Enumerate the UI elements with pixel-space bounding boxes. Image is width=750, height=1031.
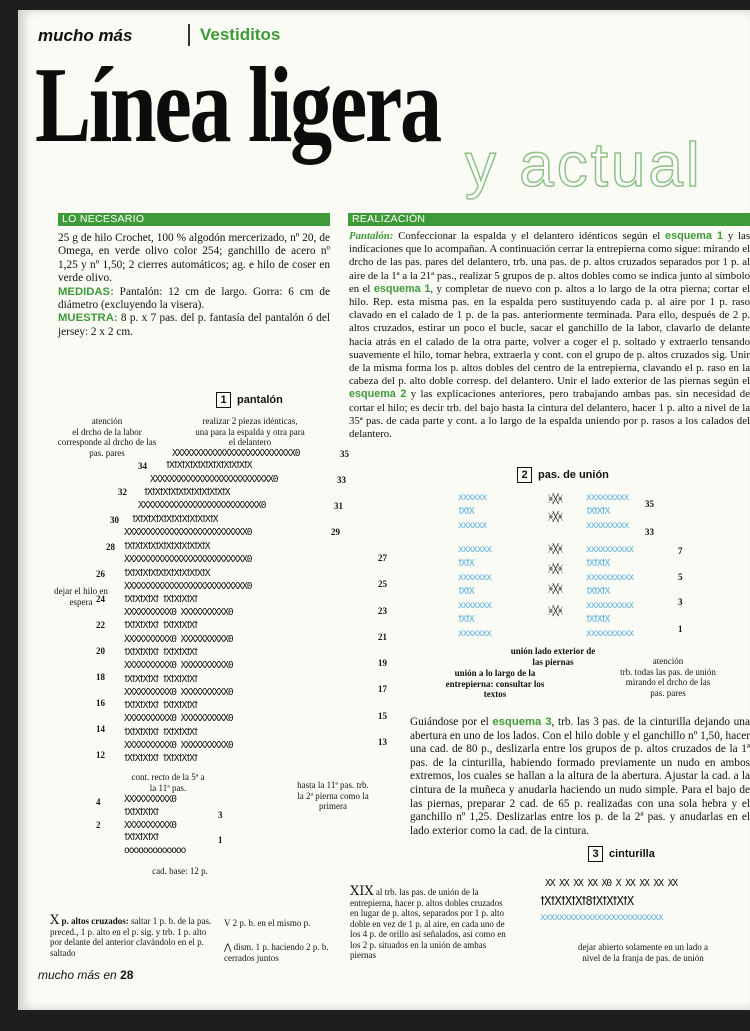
pantalon-label: Pantalón: bbox=[349, 230, 394, 242]
diagram2-stitch-row: xxxxxxx bbox=[458, 544, 492, 555]
realizacion-text-d: y las explicaciones anteriores, pero trabajando ambas pas. sin necesidad de cortar el hilo; es decir trb. del bajo hasta la cintura del delantero, hacer 1 p. alto a nivel de la 35ª pas. de cada parte y cont. a lo largo de la espalda uniendo por p. rasos a los calados del delantero. bbox=[349, 388, 750, 441]
diagram1-row-label-32: 32 bbox=[118, 487, 127, 497]
lo-necesario-text bbox=[58, 232, 330, 339]
diagram2-union-stitch: ᚸ╳ᚸ bbox=[548, 584, 563, 595]
diagram1-stitch-row: XXXXXXXXXX0 XXXXXXXXXX0 bbox=[124, 634, 233, 645]
diagram1-stitch-row: ꝉXꝉXꝉXꝉXꝉ ꝉXꝉXꝉXꝉXꝉ bbox=[124, 620, 198, 631]
cruzados-symbol-icon: Ⅹ bbox=[50, 912, 60, 927]
dism-symbol-icon: ⋀ bbox=[224, 942, 232, 952]
diagram1-stitch-row: XXXXXXXXXXXXXXXXXXXXXXXXXX0 bbox=[124, 527, 252, 538]
diagram1-row-label-26: 26 bbox=[96, 569, 105, 579]
diagram1-number: 1 bbox=[216, 392, 231, 408]
diagram1-stitch-row: XXXXXXXXXXXXXXXXXXXXXXXXXX0 bbox=[150, 474, 278, 485]
diagram1-row-label-24: 24 bbox=[96, 594, 105, 604]
legend-union-text: al trb. las pas. de unión de la entrepierna, hacer p. altos dobles cruzados en lugar de p. altos, separados por 1 p. alto doble en vez de 1 p. al aire, en cada uno de los 4 p. de orillo así señalados, así como en los 2 p. situados en la unión de ambas piernas bbox=[350, 887, 506, 960]
diagram1-stitch-row: ꝉXꝉXꝉXꝉXꝉ ꝉXꝉXꝉXꝉXꝉ bbox=[124, 700, 198, 711]
diagram2-stitch-row: xxxxxx bbox=[458, 520, 487, 531]
diagram2-note-entre bbox=[440, 668, 550, 700]
diagram2-row-label-35: 35 bbox=[645, 499, 654, 509]
legend-dism-text: dism. 1 p. haciendo 2 p. b. cerrados juntos bbox=[224, 942, 329, 963]
esquema1-ref-2: esquema 1 bbox=[373, 282, 431, 295]
diagram1-name: pantalón bbox=[237, 394, 283, 406]
legend-cruzados-text: saltar 1 p. b. de la pas. preced., 1 p. alto en el p. sig. y trb. 1 p. alto por delante del anterior clavándolo en el p. saltado bbox=[50, 916, 212, 958]
diagram2-row-label-33: 33 bbox=[645, 527, 654, 537]
realizacion-text-b: y las indicaciones que lo acompañan. A continuación cerrar la entrepierna como sigue: mirando el drcho de las pas. pares del delantero, trb. una pas. de p. altos cruzados separados por 1 p. al aire de la 1ª a la 21ª pas., realizar 5 grupos de p. altos dobles como se indica junto al símbolo en el bbox=[349, 230, 750, 295]
diagram1-stitch-row: ꝉXꝉXꝉXꝉXꝉ ꝉXꝉXꝉXꝉXꝉ bbox=[124, 753, 198, 764]
esquema1-ref: esquema 1 bbox=[665, 230, 724, 242]
magazine-name: mucho más bbox=[38, 26, 133, 45]
diagram1-stitch-row: XXXXXXXXXX0 XXXXXXXXXX0 bbox=[124, 660, 233, 671]
diagram2-stitch-row: xxxxxxxxxx bbox=[586, 628, 634, 639]
diagram1-row-label-13: 13 bbox=[378, 737, 387, 747]
section-name: Vestiditos bbox=[188, 24, 280, 46]
diagram2-stitch-row: ꝉXꝉX bbox=[458, 614, 474, 625]
diagram1-title bbox=[216, 392, 283, 408]
diagram1-row-label-33: 33 bbox=[337, 475, 346, 485]
diagram2-stitch-row: xxxxxxxxx bbox=[586, 520, 629, 531]
esquema3-ref: esquema 3 bbox=[492, 716, 552, 728]
diagram1-row-label-30: 30 bbox=[110, 515, 119, 525]
diagram2-stitch-row: xxxxxxx bbox=[458, 572, 492, 583]
diagram1-stitch-row: XXXXXXXXXXXXXXXXXXXXXXXXXX0 bbox=[172, 448, 300, 459]
diagram2-number: 2 bbox=[517, 467, 532, 483]
diagram1-row-label-31: 31 bbox=[334, 501, 343, 511]
page-footer bbox=[38, 968, 133, 982]
diagram3-title bbox=[588, 846, 655, 862]
diagram2-stitch-row: xxxxxxxxxx bbox=[586, 572, 634, 583]
diagram1-row-label-23: 23 bbox=[378, 606, 387, 616]
diagram1-stitch-row: ꝉXꝉXꝉXꝉXꝉ ꝉXꝉXꝉXꝉXꝉ bbox=[124, 647, 198, 658]
diagram1-note-cont: cont. recto de la 5ª a la 11ª pas. bbox=[131, 772, 205, 793]
diagram2-note-atencion: atención trb. todas las pas. de unión mirando el drcho de las pas. pares bbox=[620, 656, 716, 698]
diagram1-row-label-1: 1 bbox=[218, 835, 223, 845]
diagram1-stitch-row: ꝉXꝉXꝉXꝉXꝉXꝉXꝉXꝉXꝉXꝉXꝉX bbox=[124, 541, 210, 552]
diagram2-stitch-row: xxxxxxxxx bbox=[586, 492, 629, 503]
diagram1-stitch-row: ꝉXꝉXꝉXꝉXꝉ bbox=[124, 807, 159, 818]
diagram2-stitch-row: ꝉXꝉXꝉX bbox=[586, 586, 610, 597]
diagram2-stitch-row: ꝉXꝉXꝉX bbox=[586, 558, 610, 569]
diagram1-stitch-row: XXXXXXXXXX0 XXXXXXXXXX0 bbox=[124, 687, 233, 698]
diagram1-note-base: cad. base: 12 p. bbox=[152, 866, 208, 876]
diagram1-stitch-row: XXXXXXXXXXXXXXXXXXXXXXXXXX0 bbox=[138, 500, 266, 511]
diagram1-row-label-34: 34 bbox=[138, 461, 147, 471]
diagram1-row-label-17: 17 bbox=[378, 684, 387, 694]
diagram2-union-stitch: ᚸ╳ᚸ bbox=[548, 564, 563, 575]
diagram2-stitch-row: xxxxxxx bbox=[458, 600, 492, 611]
muestra-label: MUESTRA: bbox=[58, 312, 118, 325]
realizacion-text bbox=[349, 230, 750, 441]
union-symbol-icon: ⅩⅠⅩ bbox=[350, 883, 374, 898]
diagram1-row-label-14: 14 bbox=[96, 724, 105, 734]
diagram1-stitch-row: XXXXXXXXXX0 XXXXXXXXXX0 bbox=[124, 713, 233, 724]
diagram1-row-label-22: 22 bbox=[96, 620, 105, 630]
diagram1-row-label-27: 27 bbox=[378, 553, 387, 563]
diagram1-row-label-16: 16 bbox=[96, 698, 105, 708]
diagram1-row-label-29: 29 bbox=[331, 527, 340, 537]
diagram2-name: pas. de unión bbox=[538, 469, 609, 481]
diagram1-stitch-row: ꝉXꝉXꝉXꝉXꝉ ꝉXꝉXꝉXꝉXꝉ bbox=[124, 594, 198, 605]
legend-union bbox=[350, 883, 510, 961]
diagram2-stitch-row: ꝉXꝉXꝉX bbox=[586, 506, 610, 517]
diagram1-row-label-28: 28 bbox=[106, 542, 115, 552]
diagram2-row-label-5: 5 bbox=[678, 572, 683, 582]
diagram1-row-label-18: 18 bbox=[96, 672, 105, 682]
muestra-text: 8 p. x 7 pas. del p. fantasía del pantalón ó del jersey: 2 x 2 cm. bbox=[58, 312, 330, 338]
diagram2-stitch-row: ꝉXꝉX bbox=[458, 558, 474, 569]
diagram1-stitch-row: ꝉXꝉXꝉXꝉXꝉ ꝉXꝉXꝉXꝉXꝉ bbox=[124, 727, 198, 738]
diagram2-row-label-1: 1 bbox=[678, 624, 683, 634]
diagram1-stitch-row: XXXXXXXXXX0 bbox=[124, 820, 176, 831]
page-header bbox=[38, 25, 281, 46]
diagram3-row-1: xxxxxxxxxxxxxxxxxxxxxxxxxx bbox=[540, 912, 663, 923]
diagram2-stitch-row: ꝉXꝉX bbox=[458, 506, 474, 517]
diagram1-stitch-row: ꝉXꝉXꝉXꝉXꝉXꝉXꝉXꝉXꝉXꝉXꝉX bbox=[132, 514, 218, 525]
diagram2-union-stitch: ᚸ╳ᚸ bbox=[548, 512, 563, 523]
diagram3-row-3: XX XX XX XX X0 X XX XX XX XX bbox=[545, 878, 678, 889]
page-title: Línea ligera bbox=[35, 46, 440, 165]
materials-text: 25 g de hilo Crochet, 100 % algodón mercerizado, nº 20, de Omega, en verde olivo color 254; ganchillo de acero nº 1,25 y nº 1,50; 2 cierres automáticos; ag. e hilo de coser en verde olivo. bbox=[58, 232, 330, 285]
diagram2-title bbox=[517, 467, 609, 483]
diagram1-row-label-25: 25 bbox=[378, 579, 387, 589]
diagram1-row-label-2: 2 bbox=[96, 820, 101, 830]
diagram2-stitch-row: xxxxxx bbox=[458, 492, 487, 503]
diagram2-row-label-3: 3 bbox=[678, 597, 683, 607]
diagram2-stitch-row: xxxxxxxxxx bbox=[586, 544, 634, 555]
diagram1-note-hilo: dejar el hilo en espera bbox=[54, 586, 108, 607]
diagram1-row-label-15: 15 bbox=[378, 711, 387, 721]
diagram1-stitch-row: ooooooooooooo bbox=[124, 845, 186, 856]
diagram1-row-label-3: 3 bbox=[218, 810, 223, 820]
diagram3-number: 3 bbox=[588, 846, 603, 862]
legend-dism bbox=[224, 942, 334, 963]
diagram2-note-union: unión lado exterior de las piernas bbox=[510, 646, 596, 667]
legend-2pb-text: 2 p. b. en el mismo p. bbox=[232, 918, 311, 928]
diagram3-name: cinturilla bbox=[609, 848, 655, 860]
cinturilla-text-b: , trb. las 3 pas. de la cinturilla dejando una abertura en uno de los lados. Con el hilo doble y el ganchillo nº 1,50, hacer una cad. de 80 p., deslizarla entre los grupos de p. altos cruzados de la 1ª pas. de la cinturilla, habiendo formado previamente un nudo en ambos extremos, los cuales se hallan a la altura de la abertura. Ajustar la cad. a la cintura de la muñeca y anudarla haciendo un nudo simple. Para el bajo de las piernas, preparar 2 cad. de 65 p. realizadas con una sola hebra y el ganchillo nº 1,25. Deslizarlas entre los p. de la 2ª pas. y anudarlas en el lado exterior como la cad. de la cintura. bbox=[410, 716, 750, 837]
realizacion-text-c: , y completar de nuevo con p. altos a lo largo de la otra pierna; cortar el hilo. Rep. esta misma pas. en la espalda pero sustituyendo cada p. al aire por 1 p. raso clavado en el calado de 1 p. de la pas. anteriormente terminada. Para ello, después de 2 p. altos cruzados, estirar un poco el bucle, sacar el ganchillo de la labor, clavarlo de delante hacia atrás en el calado de la otra parte, volver a coger el p. soltado y extraerlo tensando suavemente el hilo, tomar hebra, extraerla y cont. con el grupo de p. altos cruzados sig. Unir de la misma forma los p. altos dobles del centro de la entrepierna, clavando el p. raso en la cabeza del p. alto doble corresp. del delantero. Unir el lado exterior de las piernas según el bbox=[349, 282, 750, 388]
diagram1-stitch-row: XXXXXXXXXX0 XXXXXXXXXX0 bbox=[124, 607, 233, 618]
diagram1-note-hasta: hasta la 11ª pas. trb. la 2ª pierna como la primera bbox=[297, 780, 369, 811]
realizacion-text-a: Confeccionar la espalda y el delantero idénticos según el bbox=[398, 230, 661, 242]
diagram1-note-top: realizar 2 piezas idénticas, una para la espalda y otra para el delantero bbox=[195, 416, 305, 447]
diagram1-stitch-row: ꝉXꝉXꝉXꝉXꝉXꝉXꝉXꝉXꝉXꝉXꝉX bbox=[166, 460, 252, 471]
legend-cruzados bbox=[50, 912, 220, 958]
diagram2-union-stitch: ᚸ╳ᚸ bbox=[548, 494, 563, 505]
medidas-label: MEDIDAS: bbox=[58, 285, 114, 298]
esquema2-ref: esquema 2 bbox=[349, 388, 407, 401]
diagram1-stitch-row: XXXXXXXXXXXXXXXXXXXXXXXXXX0 bbox=[124, 581, 252, 592]
page-number: 28 bbox=[120, 968, 134, 982]
cinturilla-text bbox=[410, 716, 750, 838]
diagram1-stitch-row: ꝉXꝉXꝉXꝉXꝉXꝉXꝉXꝉXꝉXꝉXꝉX bbox=[124, 568, 210, 579]
diagram2-stitch-row: xxxxxxx bbox=[458, 628, 492, 639]
footer-en: en bbox=[103, 968, 117, 982]
diagram1-stitch-row: ꝉXꝉXꝉXꝉXꝉXꝉXꝉXꝉXꝉXꝉXꝉX bbox=[144, 487, 230, 498]
footer-magazine: mucho más bbox=[38, 968, 101, 982]
medidas-text: Pantalón: 12 cm de largo. Gorra: 6 cm de diámetro (excluyendo la visera). bbox=[58, 285, 330, 312]
lo-necesario-heading: LO NECESARIO bbox=[58, 213, 330, 226]
diagram1-note-left: atención el drcho de la labor corresponde al drcho de las pas. pares bbox=[57, 416, 157, 458]
diagram2-union-stitch: ᚸ╳ᚸ bbox=[548, 544, 563, 555]
diagram1-row-label-19: 19 bbox=[378, 658, 387, 668]
diagram2-stitch-row: xxxxxxxxxx bbox=[586, 600, 634, 611]
realizacion-heading: REALIZACIÓN bbox=[348, 213, 750, 226]
diagram2-stitch-row: ꝉXꝉXꝉX bbox=[586, 614, 610, 625]
diagram1-stitch-row: XXXXXXXXXX0 XXXXXXXXXX0 bbox=[124, 740, 233, 751]
diagram1-row-label-35: 35 bbox=[340, 449, 349, 459]
diagram2-stitch-row: ꝉXꝉX bbox=[458, 586, 474, 597]
diagram1-stitch-row: XXXXXXXXXX0 bbox=[124, 794, 176, 805]
diagram1-stitch-row: XXXXXXXXXXXXXXXXXXXXXXXXXX0 bbox=[124, 554, 252, 565]
diagram1-stitch-row: ꝉXꝉXꝉXꝉXꝉ ꝉXꝉXꝉXꝉXꝉ bbox=[124, 674, 198, 685]
legend-cruzados-label: p. altos cruzados: bbox=[61, 916, 129, 926]
diagram3-row-2: ꝉXꝉXꝉXꝉXꝉ8ꝉXꝉXꝉXꝉX bbox=[540, 894, 634, 908]
diagram1-stitch-row: ꝉXꝉXꝉXꝉXꝉ bbox=[124, 832, 159, 843]
diagram2-union-stitch: ᚸ╳ᚸ bbox=[548, 606, 563, 617]
page-subtitle: y actual bbox=[465, 131, 703, 200]
diagram1-row-label-12: 12 bbox=[96, 750, 105, 760]
diagram2-note-entre-text: unión a lo largo de la entrepierna: consultar los textos bbox=[445, 668, 545, 699]
two-pb-symbol-icon: V bbox=[224, 918, 231, 928]
diagram2-row-label-7: 7 bbox=[678, 546, 683, 556]
cinturilla-text-a: Guiándose por el bbox=[410, 716, 489, 728]
diagram1-row-label-21: 21 bbox=[378, 632, 387, 642]
diagram1-row-label-4: 4 bbox=[96, 797, 101, 807]
legend-2pb bbox=[224, 918, 334, 929]
diagram3-note: dejar abierto solamente en un lado a nivel de la franja de pas. de unión bbox=[578, 942, 708, 963]
diagram1-row-label-20: 20 bbox=[96, 646, 105, 656]
